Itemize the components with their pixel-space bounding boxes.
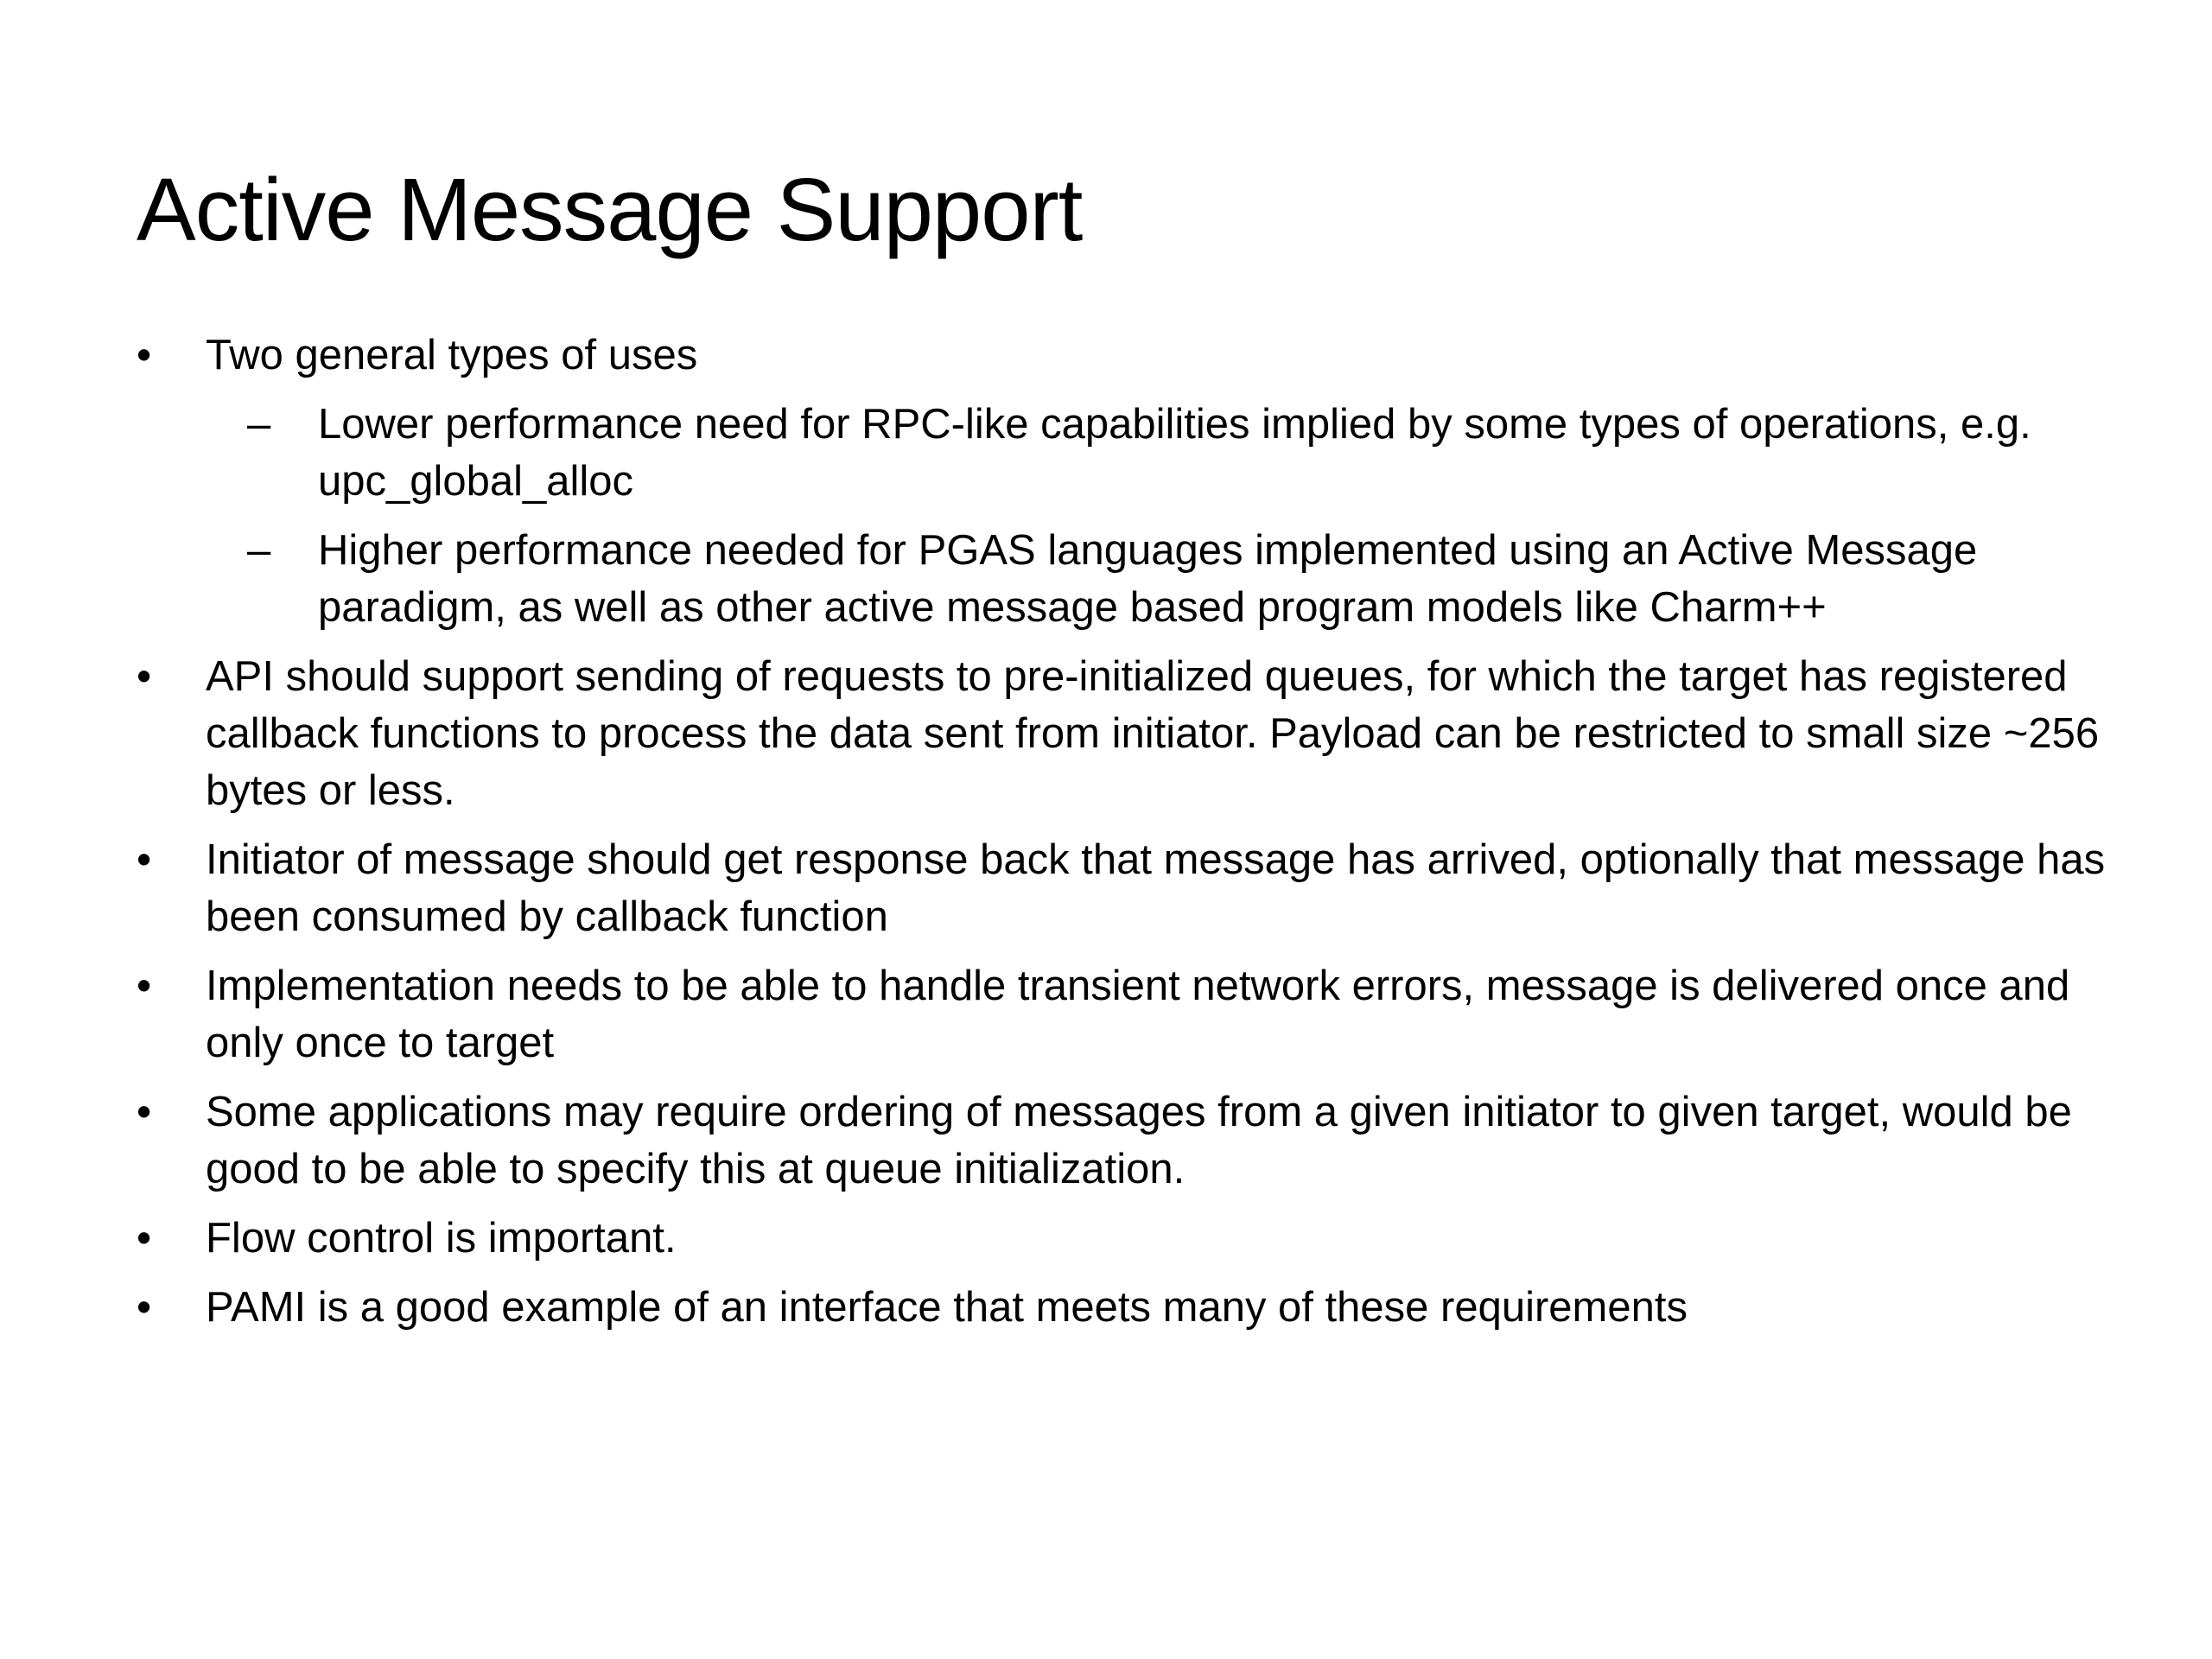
bullet-marker: • <box>137 1215 152 1262</box>
sub-bullet-item <box>137 396 2115 510</box>
sub-bullet-text: Lower performance need for RPC-like capabilities implied by some types of operations, e.g. upc_global_alloc <box>318 401 2031 505</box>
bullet-item <box>137 1084 2115 1198</box>
dash-marker: – <box>247 401 271 448</box>
bullet-text: Flow control is important. <box>206 1215 677 1262</box>
bullet-marker: • <box>137 1284 152 1331</box>
bullet-marker: • <box>137 332 152 378</box>
bullet-item <box>137 327 2115 384</box>
bullet-marker: • <box>137 1089 152 1135</box>
bullet-item <box>137 648 2115 819</box>
sub-bullet-item <box>137 522 2115 636</box>
bullet-text: PAMI is a good example of an interface that meets many of these requirements <box>206 1284 1688 1331</box>
bullet-marker: • <box>137 653 152 700</box>
bullet-item <box>137 1279 2115 1336</box>
bullet-marker: • <box>137 963 152 1009</box>
bullet-text: Some applications may require ordering of messages from a given initiator to given target, would be good to be able to specify this at queue initialization. <box>206 1089 2072 1192</box>
bullet-list <box>137 327 2115 1348</box>
bullet-text: Implementation needs to be able to handle transient network errors, message is delivered once and only once to target <box>206 963 2070 1066</box>
bullet-text: Initiator of message should get response back that message has arrived, optionally that message has been consumed by callback function <box>206 836 2106 940</box>
sub-bullet-text: Higher performance needed for PGAS languages implemented using an Active Message paradigm, as well as other active message based program models like Charm++ <box>318 527 1978 631</box>
bullet-marker: • <box>137 836 152 883</box>
slide-title: Active Message Support <box>137 160 1083 259</box>
bullet-item <box>137 957 2115 1071</box>
dash-marker: – <box>247 527 271 574</box>
bullet-text: API should support sending of requests to pre-initialized queues, for which the target has registered callback functions to process the data sent from initiator. Payload can be restricted to small size ~256 bytes or less. <box>206 653 2100 814</box>
bullet-item <box>137 831 2115 945</box>
bullet-item <box>137 1210 2115 1267</box>
bullet-text: Two general types of uses <box>206 332 698 378</box>
